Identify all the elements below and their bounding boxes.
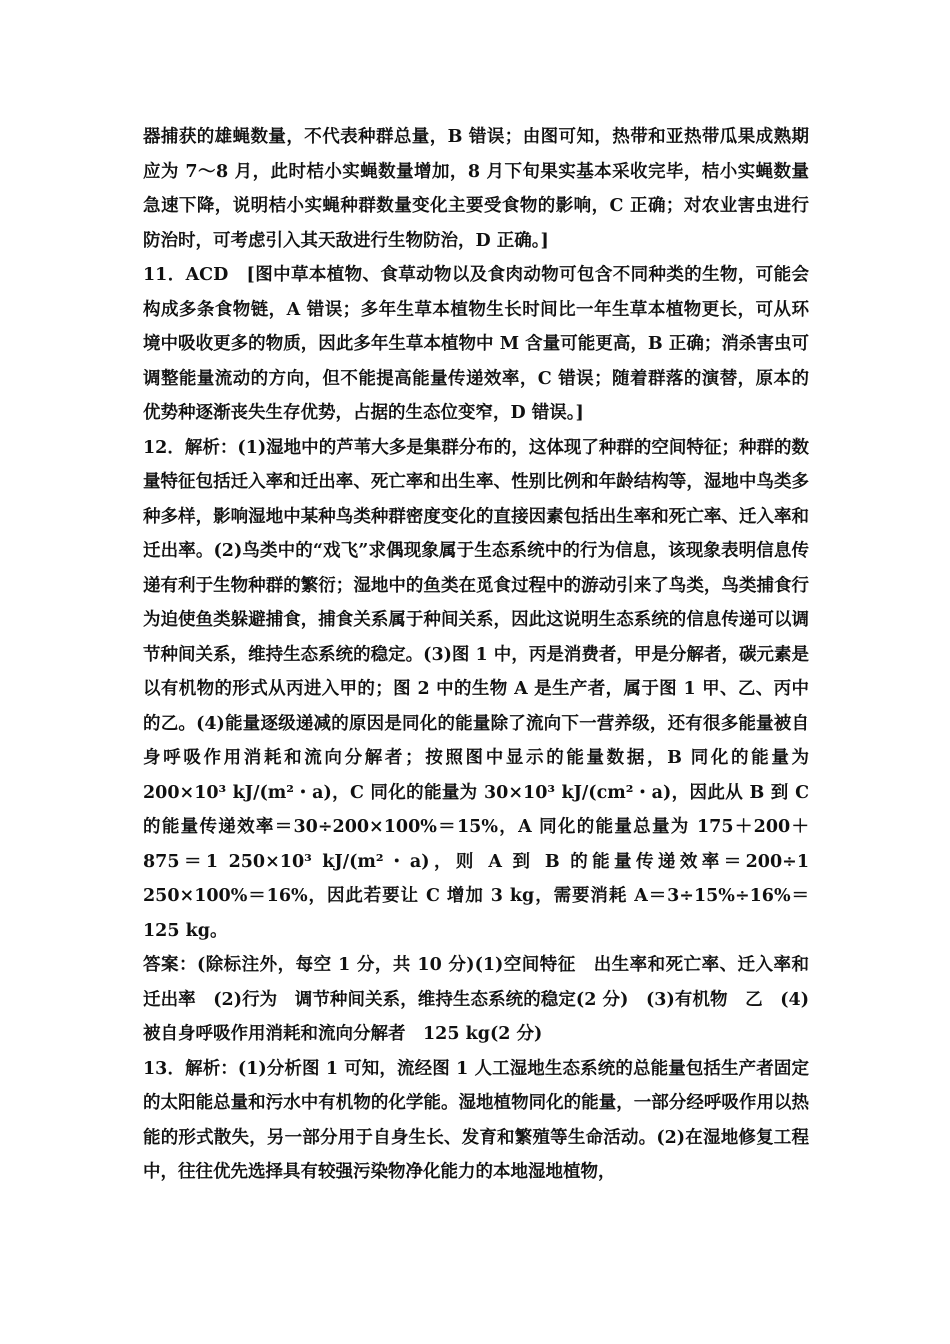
paragraph-continuation-10: 器捕获的雄蝇数量，不代表种群总量，B 错误；由图可知，热带和亚热带瓜果成熟期应为 7～8 月，此时桔小实蝇数量增加，8 月下旬果实基本采收完毕，桔小实蝇数量急速下降，说明桔小实蝇种群数量变化主要受食物的影响，C 正确；对农业害虫进行防治时，可考虑引入其天敌进行生物防治，D 正确。] [143,127,809,251]
paragraph-analysis-13: 13．解析：(1)分析图 1 可知，流经图 1 人工湿地生态系统的总能量包括生产者固定的太阳能总量和污水中有机物的化学能。湿地植物同化的能量，一部分经呼吸作用以热能的形式散失，另一部分用于自身生长、发育和繁殖等生命活动。(2)在湿地修复工程中，往往优先选择具有较强污染物净化能力的本地湿地植物， [143,1058,809,1182]
paragraph-analysis-12: 12．解析：(1)湿地中的芦苇大多是集群分布的，这体现了种群的空间特征；种群的数量特征包括迁入率和迁出率、死亡率和出生率、性别比例和年龄结构等，湿地中鸟类多种多样，影响湿地中某种鸟类种群密度变化的直接因素包括出生率和死亡率、迁入率和迁出率。(2)鸟类中的“戏飞”求偶现象属于生态系统中的行为信息，该现象表明信息传递有利于生物种群的繁衍；湿地中的鱼类在觅食过程中的游动引来了鸟类，鸟类捕食行为迫使鱼类躲避捕食，捕食关系属于种间关系，因此这说明生态系统的信息传递可以调节种间关系，维持生态系统的稳定。(3)图 1 中，丙是消费者，甲是分解者，碳元素是以有机物的形式从丙进入甲的；图 2 中的生物 A 是生产者，属于图 1 甲、乙、丙中的乙。(4)能量逐级递减的原因是同化的能量除了流向下一营养级，还有很多能量被自身呼吸作用消耗和流向分解者；按照图中显示的能量数据，B 同化的能量为 200×10³ kJ/(m²・a)，C 同化的能量为 30×10³ kJ/(cm²・a)，因此从 B 到 C 的能量传递效率＝30÷200×100%＝15%，A 同化的能量总量为 175＋200＋875＝1 250×10³ kJ/(m²・a)，则 A 到 B 的能量传递效率＝200÷1 250×100%＝16%，因此若要让 C 增加 3 kg，需要消耗 A＝3÷15%÷16%＝125 kg。 [143,437,809,941]
answer-text-body [143,120,809,1190]
paragraph-answer-key-12: 答案：(除标注外，每空 1 分，共 10 分)(1)空间特征 出生率和死亡率、迁入率和迁出率 (2)行为 调节种间关系，维持生态系统的稳定(2 分) (3)有机物 乙 (4)被自身呼吸作用消耗和流向分解者 125 kg(2 分) [143,955,809,1044]
paragraph-answer-11: 11．ACD [图中草本植物、食草动物以及食肉动物可包含不同种类的生物，可能会构成多条食物链，A 错误；多年生草本植物生长时间比一年生草本植物更长，可从环境中吸收更多的物质，因此多年生草本植物中 M 含量可能更高，B 正确；消杀害虫可调整能量流动的方向，但不能提高能量传递效率，C 错误；随着群落的演替，原本的优势种逐渐丧失生存优势，占据的生态位变窄，D 错误。] [143,265,809,423]
